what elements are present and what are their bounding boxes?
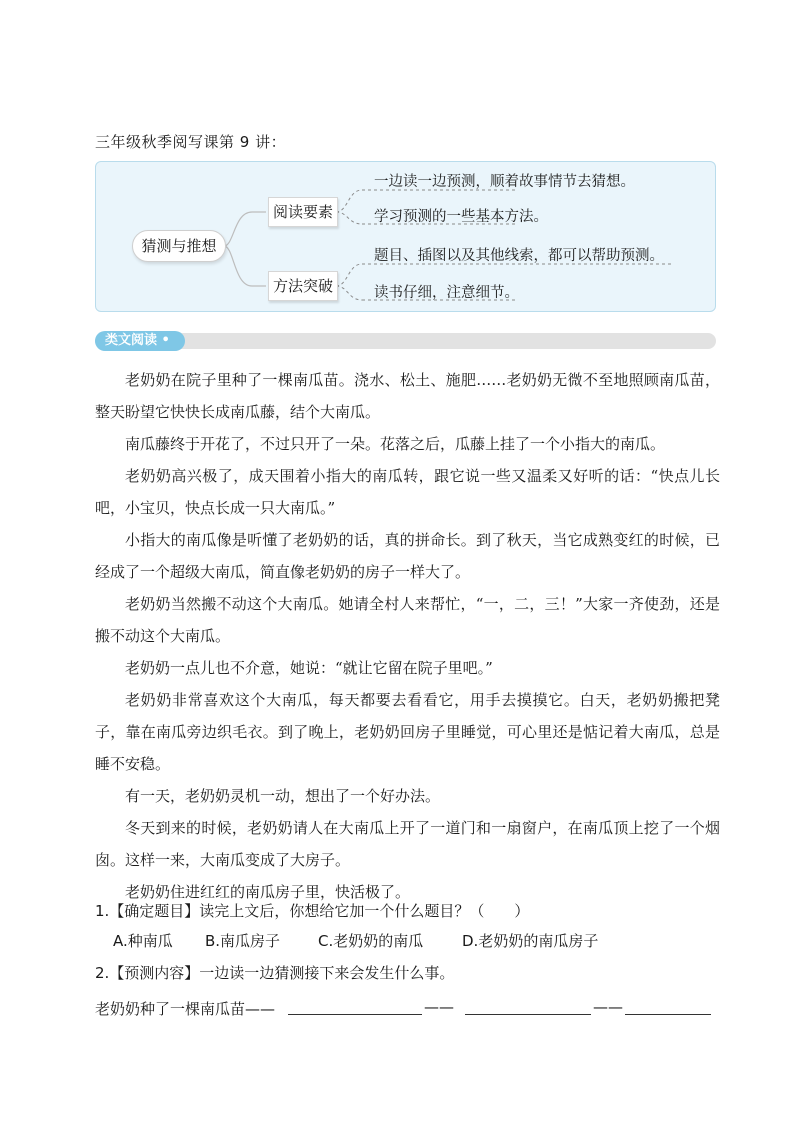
- story-paragraph: 老奶奶住进红红的南瓜房子里，快活极了。: [125, 883, 411, 901]
- mind-map-leaf: 题目、插图以及其他线索，都可以帮助预测。: [374, 248, 664, 264]
- mind-map-central-node: 猜测与推想: [132, 230, 226, 262]
- question-1-option-b[interactable]: B.南瓜房子: [205, 932, 281, 950]
- question-1-option-c[interactable]: C.老奶奶的南瓜: [318, 932, 424, 950]
- story-paragraph: 老奶奶一点儿也不介意，她说：“就让它留在院子里吧。”: [125, 659, 493, 677]
- story-paragraph: 老奶奶高兴极了，成天围着小指大的南瓜转，跟它说一些又温柔又好听的话：“快点儿长吧，小宝贝，快点长成一只大南瓜。”: [95, 467, 720, 517]
- story-paragraph: 有一天，老奶奶灵机一动，想出了一个好办法。: [125, 787, 441, 805]
- mind-map: [95, 161, 716, 312]
- story-paragraph: 老奶奶在院子里种了一棵南瓜苗。浇水、松土、施肥……老奶奶无微不至地照顾南瓜苗，整天盼望它快快长成南瓜藤，结个大南瓜。: [95, 371, 720, 421]
- mind-map-branch-reading-elements: 阅读要素: [268, 197, 338, 227]
- blank-separator: ——: [593, 998, 623, 1016]
- story-paragraph: 小指大的南瓜像是听懂了老奶奶的话，真的拼命长。到了秋天，当它成熟变红的时候，已经成了一个超级大南瓜，简直像老奶奶的房子一样大了。: [95, 531, 720, 581]
- mind-map-leaf: 一边读一边预测，顺着故事情节去猜想。: [374, 174, 635, 190]
- question-1-option-a[interactable]: A.种南瓜: [113, 932, 173, 950]
- story-paragraph: 南瓜藤终于开花了，不过只开了一朵。花落之后，瓜藤上挂了一个小指大的南瓜。: [125, 435, 666, 453]
- answer-blank-3[interactable]: [625, 1014, 711, 1015]
- question-1-text: 1.【确定题目】读完上文后，你想给它加一个什么题目？（ ）: [95, 902, 530, 920]
- answer-blank-1[interactable]: [288, 1014, 422, 1015]
- mind-map-leaf: 学习预测的一些基本方法。: [374, 209, 548, 225]
- mind-map-branch-method-breakthrough: 方法突破: [268, 271, 338, 301]
- story-paragraph: 老奶奶非常喜欢这个大南瓜，每天都要去看看它，用手去摸摸它。白天，老奶奶搬把凳子，靠在南瓜旁边织毛衣。到了晚上，老奶奶回房子里睡觉，可心里还是惦记着大南瓜，总是睡不安稳。: [95, 691, 720, 773]
- blank-separator: ——: [424, 998, 454, 1016]
- story-paragraph: 老奶奶当然搬不动这个大南瓜。她请全村人来帮忙，“一，二，三！”大家一齐使劲，还是搬不动这个大南瓜。: [95, 595, 720, 645]
- question-1-option-d[interactable]: D.老奶奶的南瓜房子: [462, 932, 599, 950]
- section-divider-bar: [95, 333, 716, 349]
- mind-map-leaf: 读书仔细，注意细节。: [374, 285, 519, 301]
- question-2-text: 2.【预测内容】一边读一边猜测接下来会发生什么事。: [95, 964, 455, 982]
- answer-blank-2[interactable]: [465, 1014, 591, 1015]
- page-header-title: 三年级秋季阅写课第 9 讲：: [95, 133, 287, 151]
- story-text: [95, 364, 720, 908]
- story-paragraph: 冬天到来的时候，老奶奶请人在大南瓜上开了一道门和一扇窗户，在南瓜顶上挖了一个烟囱。这样一来，大南瓜变成了大房子。: [95, 819, 720, 869]
- question-2-prompt: 老奶奶种了一棵南瓜苗——: [95, 1000, 276, 1018]
- section-tag: 类文阅读 •: [95, 331, 185, 351]
